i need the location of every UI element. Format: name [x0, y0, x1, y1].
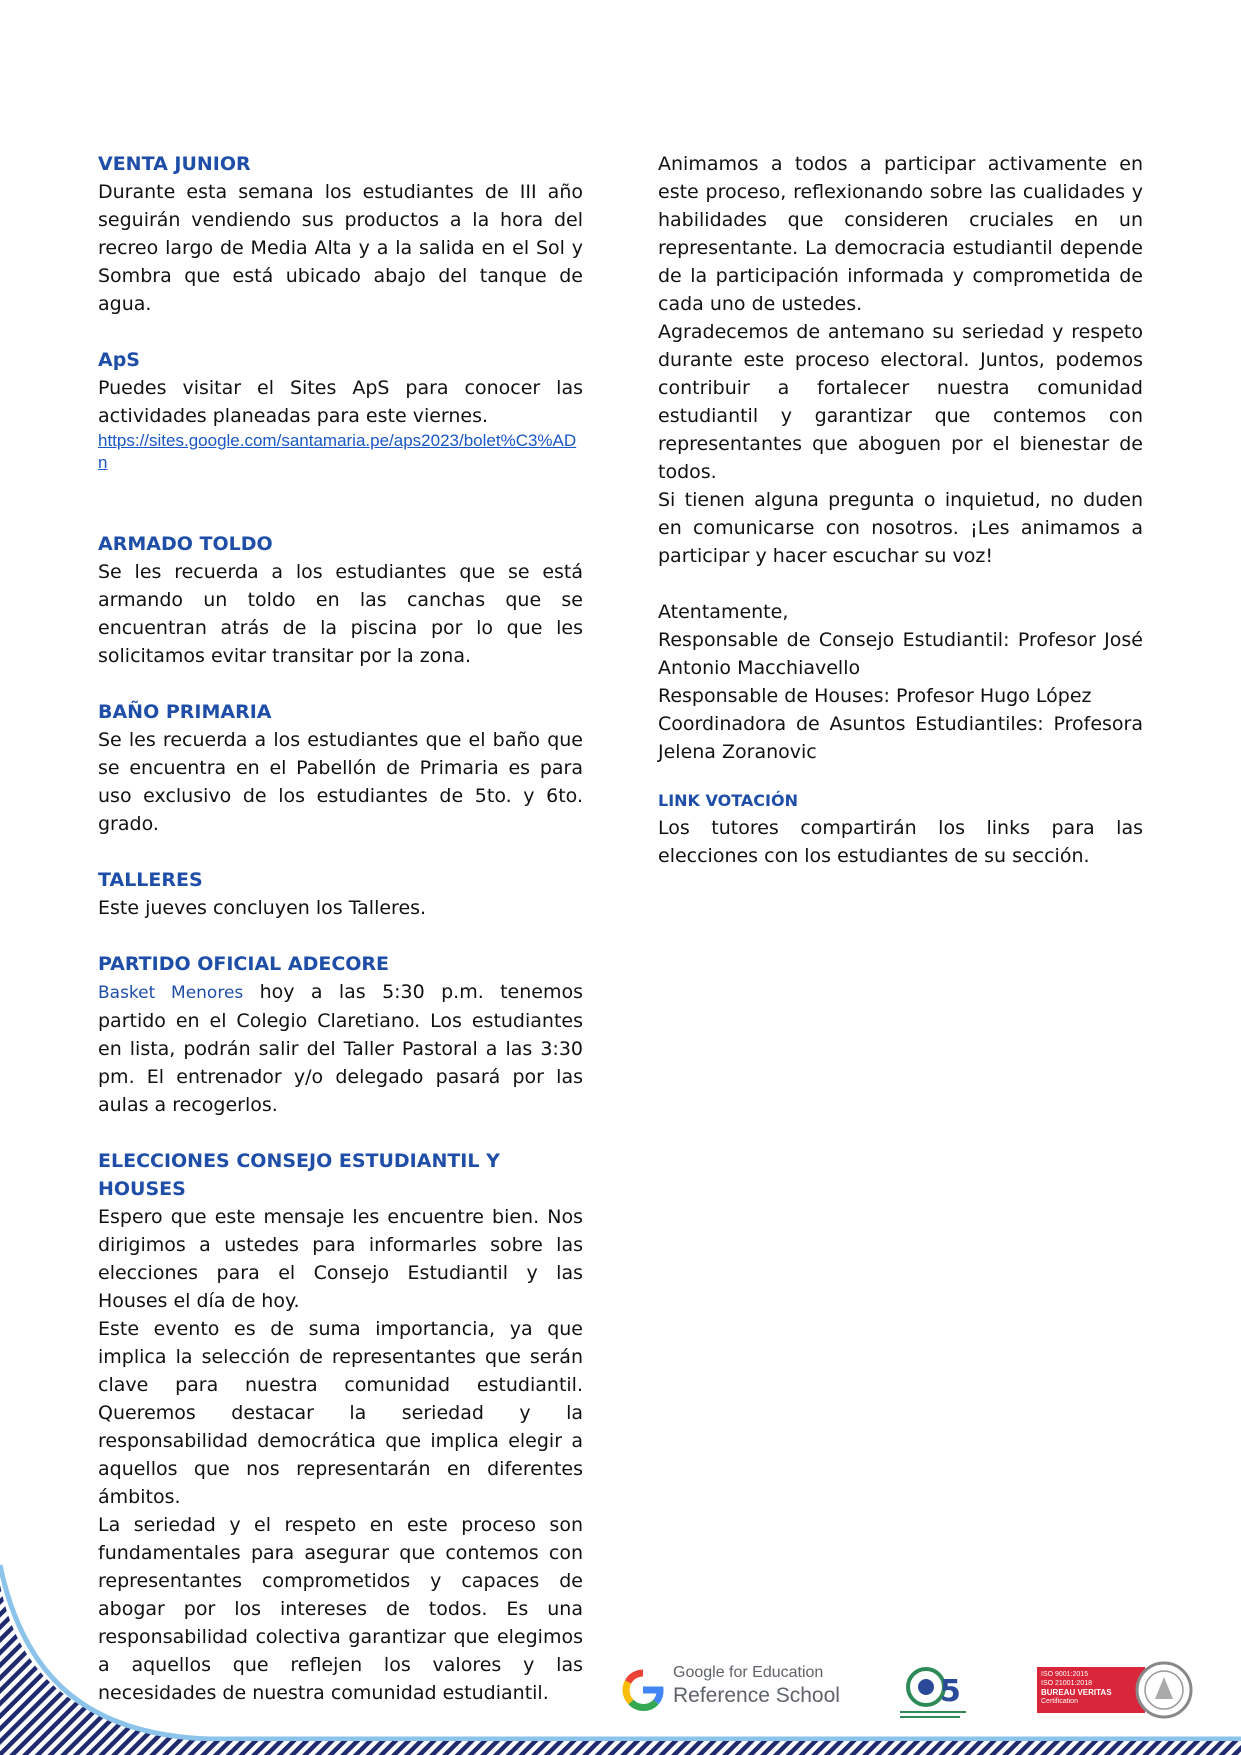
left-column	[98, 150, 583, 1735]
heading-elecciones: ELECCIONES CONSEJO ESTUDIANTIL Y HOUSES	[98, 1150, 500, 1200]
bureau-veritas-seal-icon	[1135, 1661, 1193, 1719]
google-g-icon	[622, 1669, 664, 1711]
section-talleres	[98, 866, 583, 922]
right-p3: Si tienen alguna pregunta o inquietud, no duden en comunicarse con nosotros. ¡Les animamos a participar y hacer escuchar su voz!	[658, 489, 1143, 567]
body-venta-junior: Durante esta semana los estudiantes de III año seguirán vendiendo sus productos a la hora del recreo largo de Media Alta y a la salida en el Sol y Sombra que está ubicado abajo del tanque de agua.	[98, 181, 583, 315]
bv-line2: ISO 21001:2018	[1041, 1680, 1092, 1687]
body-talleres: Este jueves concluyen los Talleres.	[98, 897, 427, 919]
heading-partido: PARTIDO OFICIAL ADECORE	[98, 953, 390, 975]
heading-venta-junior: VENTA JUNIOR	[98, 153, 251, 175]
svg-text:5: 5	[940, 1674, 961, 1709]
heading-link-votacion: LINK VOTACIÓN	[658, 791, 798, 810]
signature-coordinadora: Coordinadora de Asuntos Estudiantiles: Profesora Jelena Zoranovic	[658, 713, 1143, 763]
section-armado-toldo	[98, 530, 583, 670]
section-partido	[98, 950, 583, 1119]
bv-line4: Certification	[1041, 1698, 1078, 1705]
heading-armado-toldo: ARMADO TOLDO	[98, 533, 273, 555]
elecciones-p2: Este evento es de suma importancia, ya que implica la selección de representantes que serán clave para nuestra comunidad estudiantil. Queremos destacar la seriedad y la responsabilidad democrática que implica elegir a aquellos que nos representarán en diferentes ámbitos.	[98, 1318, 583, 1508]
body-armado-toldo: Se les recuerda a los estudiantes que se está armando un toldo en las canchas que se encuentran atrás de la piscina por lo que les solicitamos evitar transitar por la zona.	[98, 561, 583, 667]
bv-line1: ISO 9001:2015	[1041, 1671, 1089, 1678]
right-p2: Agradecemos de antemano su seriedad y respeto durante este proceso electoral. Juntos, podemos contribuir a fortalecer nuestra comunidad estudiantil y garantizar que contemos con representantes que aboguen por el bienestar de todos.	[658, 321, 1143, 483]
elecciones-p3: La seriedad y el respeto en este proceso son fundamentales para asegurar que contemos con representantes comprometidos y capaces de abogar por los intereses de todos. Es una responsabilidad colectiva garantizar que elegimos a aquellos que reflejen los valores y las necesidades de nuestra comunidad estudiantil.	[98, 1514, 583, 1704]
aps-link[interactable]: https://sites.google.com/santamaria.pe/aps2023/bolet%C3%ADn	[98, 431, 577, 472]
footer-logos	[620, 1655, 1210, 1725]
signature-houses: Responsable de Houses: Profesor Hugo López	[658, 685, 1092, 707]
heading-talleres: TALLERES	[98, 869, 203, 891]
right-column	[658, 150, 1143, 870]
section-aps	[98, 346, 583, 474]
section-venta-junior	[98, 150, 583, 318]
body-aps: Puedes visitar el Sites ApS para conocer las actividades planeadas para este viernes.	[98, 377, 583, 427]
google-for-education-logo	[620, 1663, 840, 1718]
heading-aps: ApS	[98, 349, 140, 371]
pacto-educativo-logo	[896, 1659, 976, 1721]
section-bano-primaria	[98, 698, 583, 838]
bv-line3: BUREAU VERITAS	[1041, 1688, 1112, 1697]
bureau-veritas-logo	[1037, 1661, 1192, 1719]
partido-text: hoy a las 5:30 p.m. tenemos partido en el Colegio Claretiano. Los estudiantes en lista, podrán salir del Taller Pastoral a las 3:30 pm. El entrenador y/o delegado pasará por las aulas a recogerlos.	[98, 981, 583, 1116]
signature-consejo: Responsable de Consejo Estudiantil: Profesor José Antonio Macchiavello	[658, 629, 1143, 679]
google-line1: Google for Education	[673, 1664, 824, 1681]
closing: Atentamente,	[658, 601, 789, 623]
body-partido	[98, 978, 583, 1119]
heading-bano-primaria: BAÑO PRIMARIA	[98, 701, 272, 723]
elecciones-p1: Espero que este mensaje les encuentre bien. Nos dirigimos a ustedes para informarles sobre las elecciones para el Consejo Estudiantil y las Houses el día de hoy.	[98, 1206, 583, 1312]
right-p1: Animamos a todos a participar activamente en este proceso, reflexionando sobre las cualidades y habilidades que consideren cruciales en un representante. La democracia estudiantil depende de la participación informada y comprometida de cada uno de ustedes.	[658, 153, 1143, 315]
google-line2: Reference School	[673, 1684, 840, 1707]
partido-lead: Basket Menores	[98, 983, 244, 1003]
body-bano-primaria: Se les recuerda a los estudiantes que el baño que se encuentra en el Pabellón de Primaria es para uso exclusivo de los estudiantes de 5to. y 6to. grado.	[98, 729, 583, 835]
body-link-votacion: Los tutores compartirán los links para las elecciones con los estudiantes de su sección.	[658, 817, 1143, 867]
